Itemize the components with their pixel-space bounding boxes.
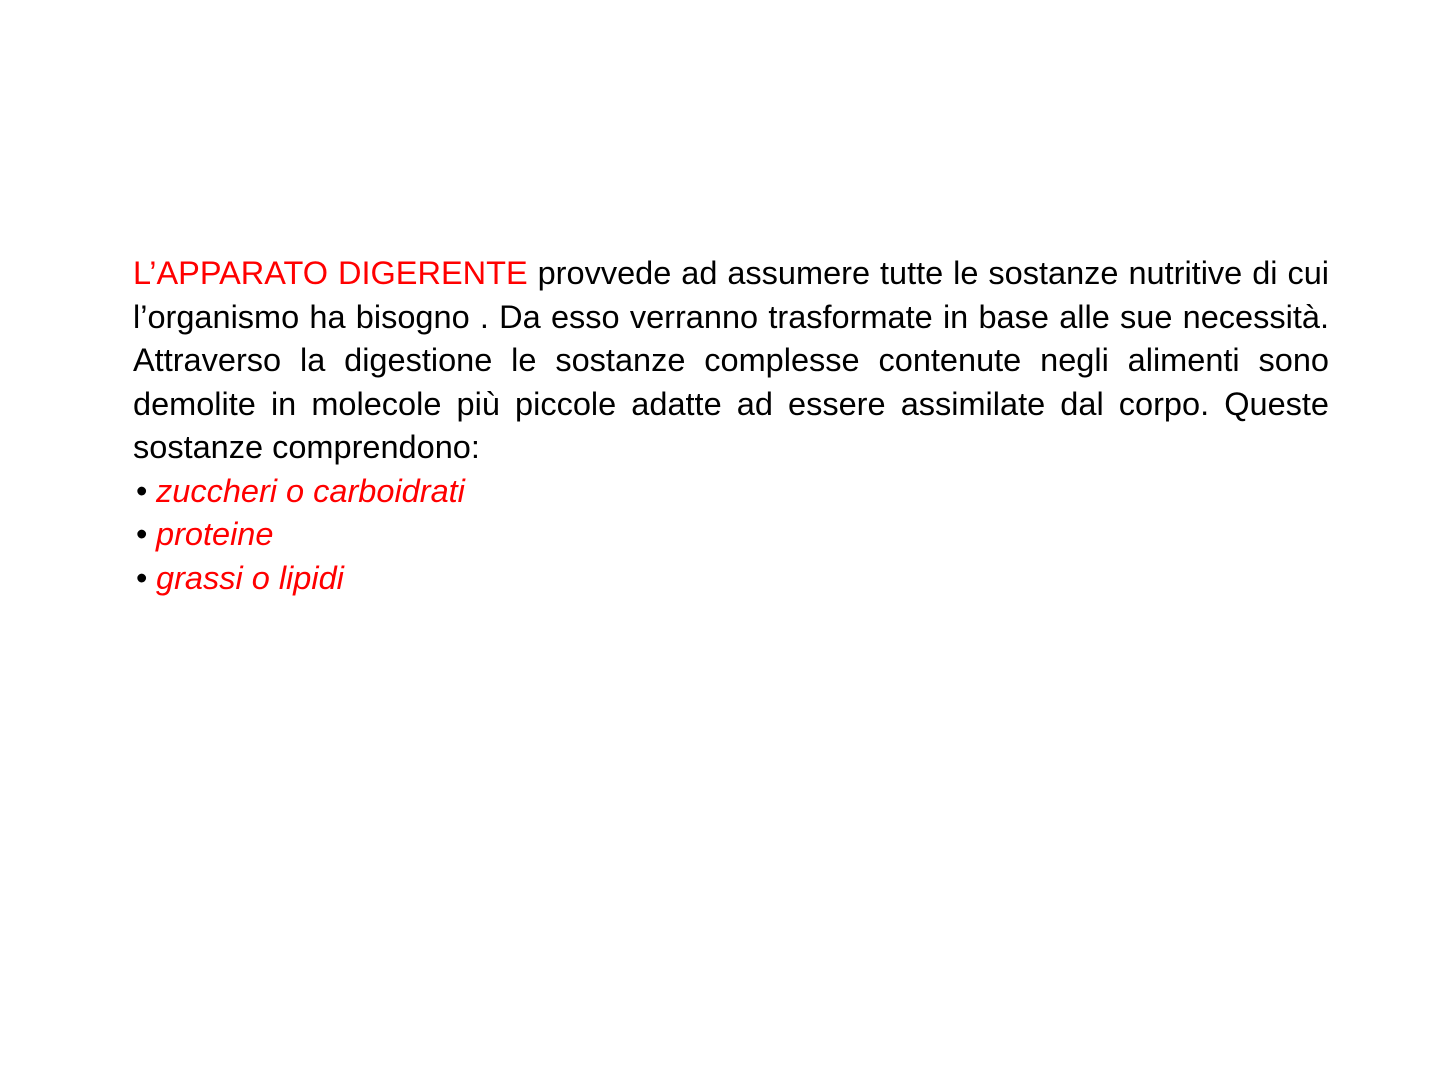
intro-body-text: provvede ad assumere tutte le sostanze nutritive di cui l’organismo ha bisogno . Da esso verranno trasformate in base alle sue necessità. Attraverso la digestione le sostanze complesse contenute negli alimenti sono demolite in molecole più piccole adatte ad essere assimilate dal corpo. Queste sostanze comprendono:	[133, 255, 1329, 465]
slide-content	[133, 252, 1329, 600]
list-item	[133, 513, 1329, 557]
list-item-text: zuccheri o carboidrati	[156, 472, 465, 509]
list-item-text: grassi o lipidi	[156, 559, 344, 596]
list-item	[133, 470, 1329, 514]
intro-paragraph	[133, 252, 1329, 470]
bullet-dot-icon: •	[136, 472, 148, 509]
bullet-dot-icon: •	[136, 516, 148, 552]
nutrient-list	[133, 470, 1329, 601]
list-item	[133, 557, 1329, 601]
bullet-dot-icon: •	[136, 559, 148, 596]
list-item-text: proteine	[156, 516, 274, 552]
apparato-digerente-heading: L’APPARATO DIGERENTE	[133, 255, 528, 291]
